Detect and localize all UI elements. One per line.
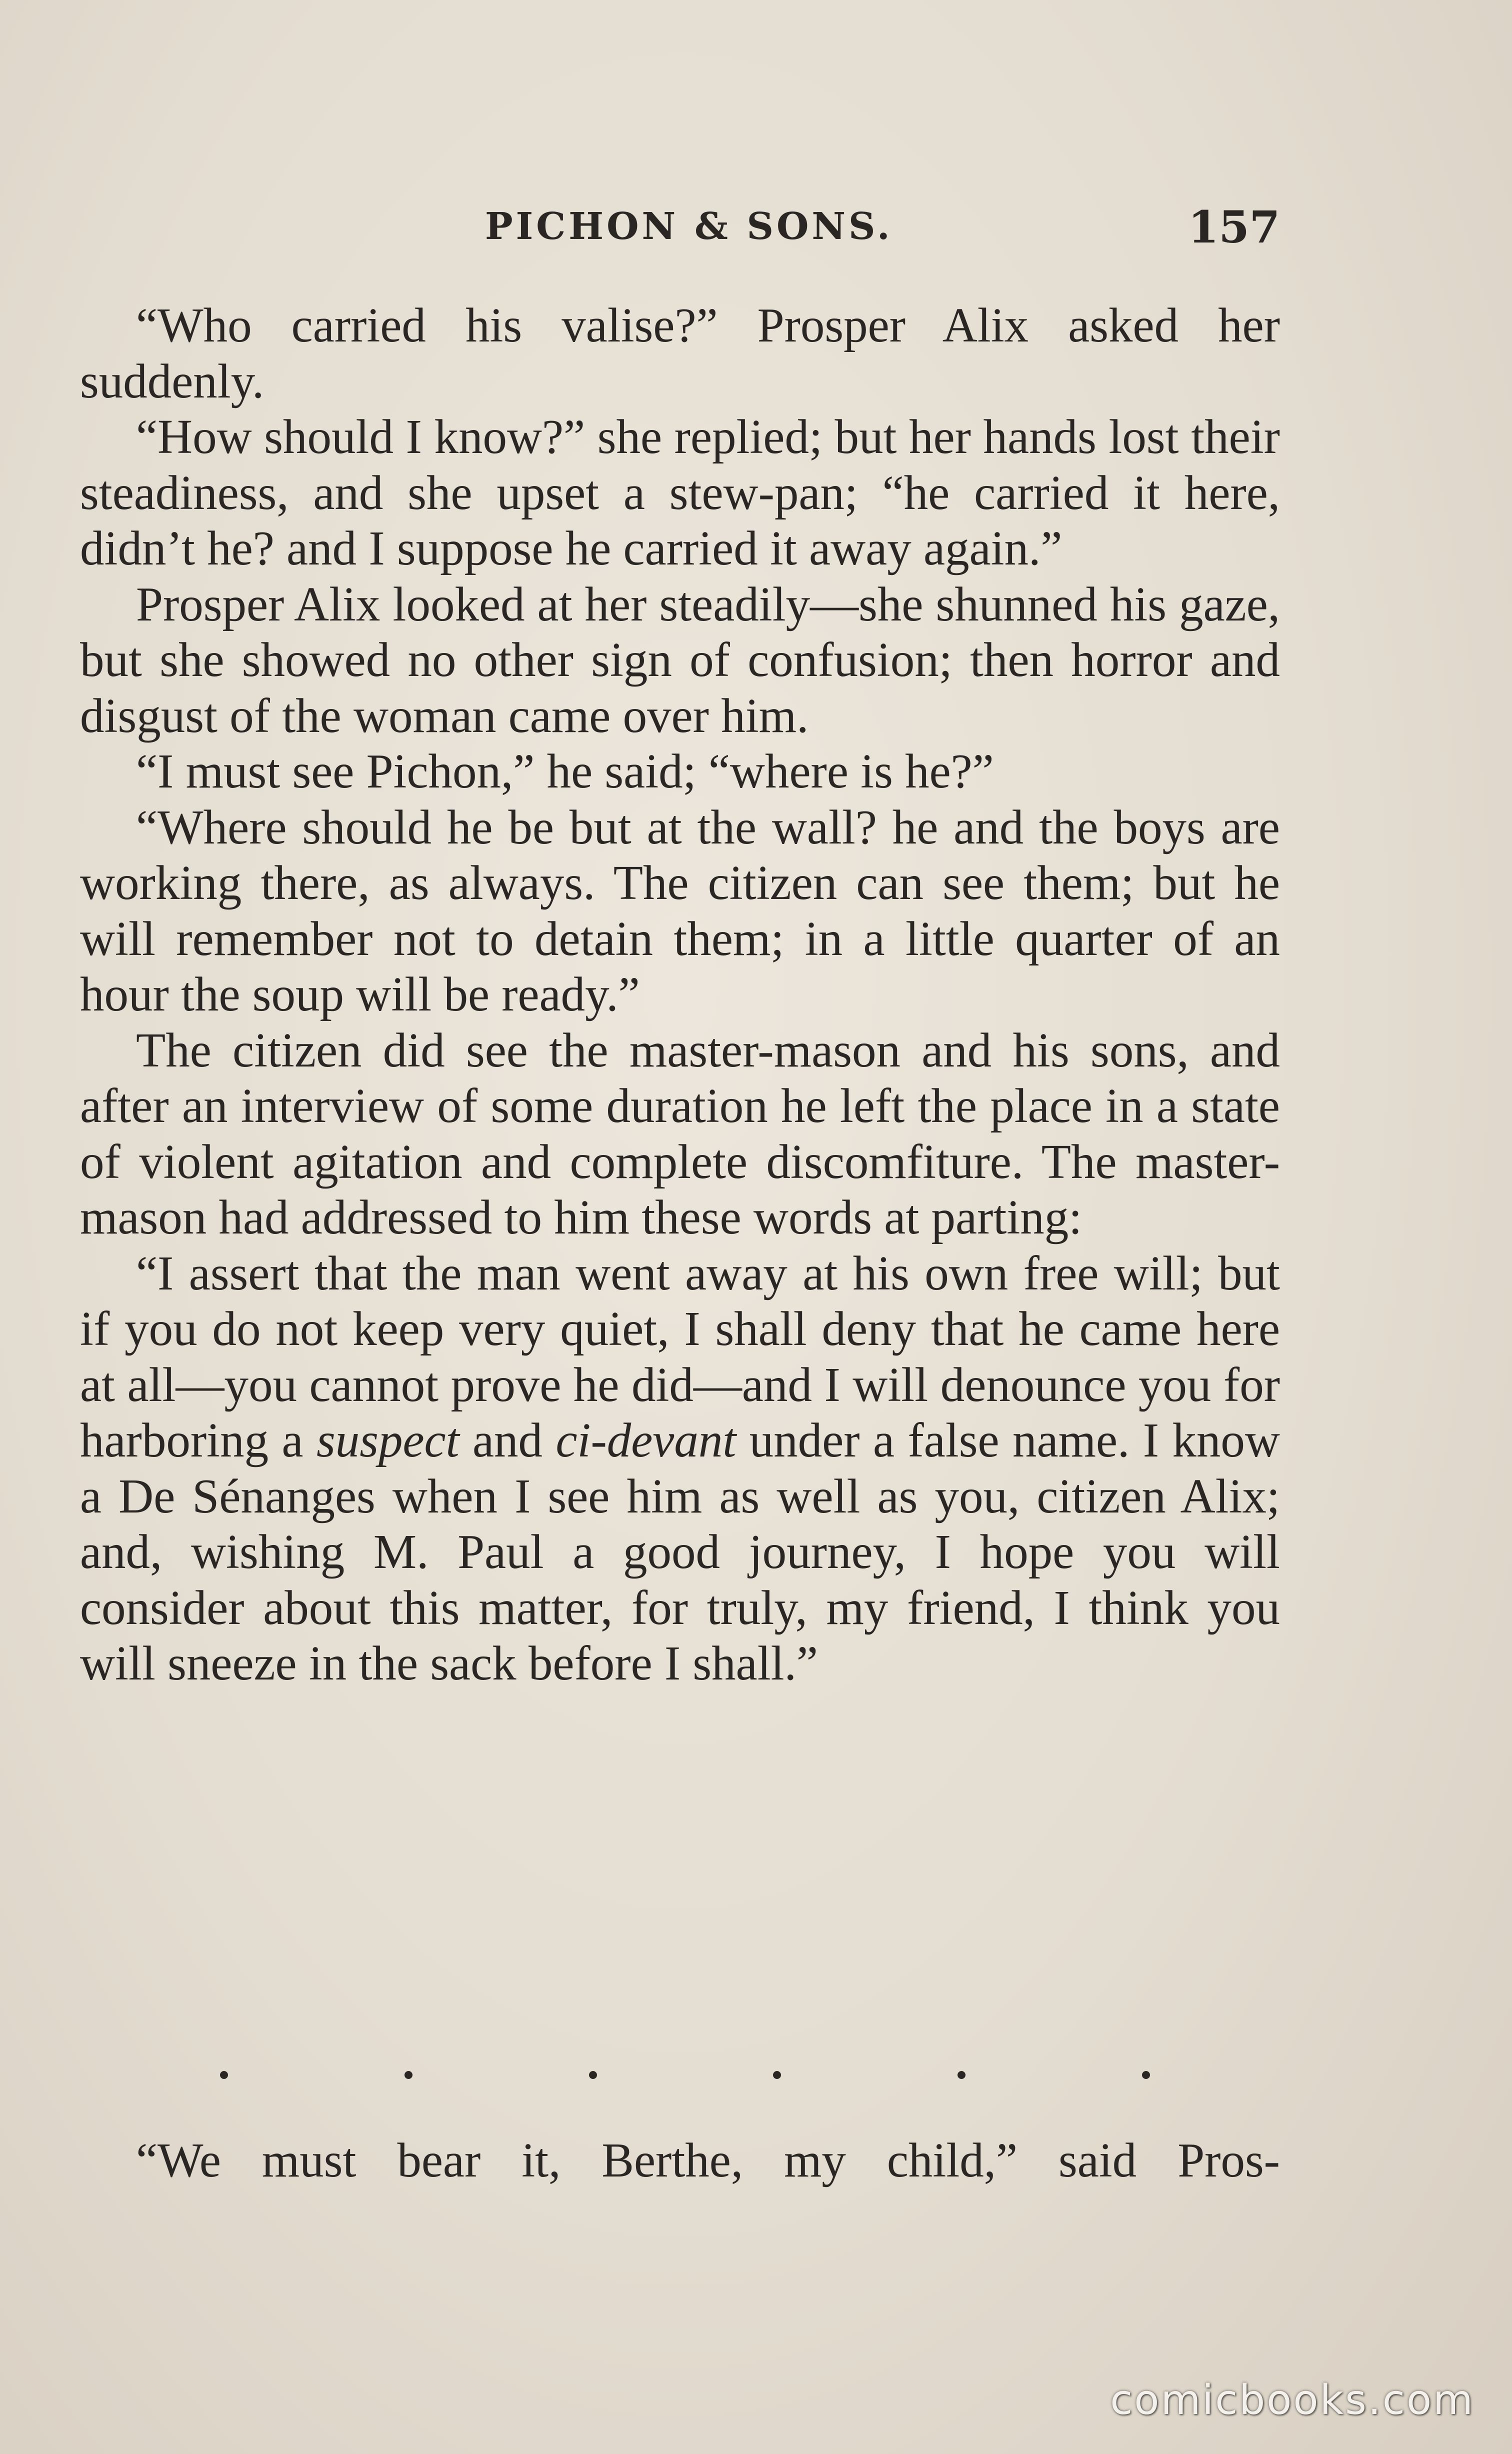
page-number: 157 (1188, 201, 1280, 253)
section-break-dot (773, 2071, 781, 2079)
text-segment: “How should I know?” she replied; but her hands lost their steadiness, and she upset a stew-pan; “he carried it here, didn’t he? and I suppose he carried it away again.” (80, 410, 1280, 575)
page-header (80, 195, 1280, 255)
section-break-dot (404, 2071, 412, 2079)
italic-term: suspect (316, 1414, 460, 1467)
section-break-dot (589, 2071, 597, 2079)
paragraph (80, 744, 1280, 800)
text-segment: under a false name. I know a De Sénanges when I see him as well as you, citizen Alix; and, wishing M. Paul a good journey, I hope you will consider about this matter, for truly, my friend, I think you will sneeze in the sack before I shall.” (80, 1414, 1280, 1690)
final-line-container (80, 2132, 1280, 2188)
paragraph (80, 800, 1280, 1022)
paragraph (80, 1246, 1280, 1692)
watermark: comicbooks.com (1110, 2376, 1474, 2424)
section-break-dot (220, 2071, 228, 2079)
text-segment: Prosper Alix looked at her steadily—she shunned his gaze, but she showed no other sign of confusion; then horror and disgust of the woman came over him. (80, 577, 1280, 742)
text-segment: “I must see Pichon,” he said; “where is he?” (136, 744, 994, 798)
paragraph (80, 298, 1280, 409)
paragraph (80, 576, 1280, 744)
final-line: “We must bear it, Berthe, my child,” said Pros- (136, 2134, 1280, 2187)
text-segment: “Who carried his valise?” Prosper Alix asked her suddenly. (80, 298, 1280, 408)
text-segment: “Where should he be but at the wall? he and the boys are working there, as always. The citizen can see them; but he will remember not to detain them; in a little quarter of an hour the soup will be ready.” (80, 800, 1280, 1021)
text-segment: and (459, 1414, 556, 1467)
running-head: PICHON & SONS. (485, 205, 893, 248)
paragraph (80, 409, 1280, 576)
body-text (80, 298, 1280, 1692)
section-break (220, 2065, 1150, 2085)
text-segment: “I assert that the man went away at his own free will; but if you do not keep very quiet, I shall deny that he came here at all—you cannot prove he did—and I will denounce you for harboring a (80, 1246, 1280, 1467)
paragraph (80, 1022, 1280, 1246)
italic-term: ci-devant (556, 1414, 736, 1467)
text-segment: The citizen did see the master-mason and his sons, and after an interview of some duration he left the place in a state of violent agitation and complete discomfiture. The master-mason had addressed to him these words at parting: (80, 1023, 1280, 1244)
section-break-dot (1142, 2071, 1150, 2079)
section-break-dot (958, 2071, 966, 2079)
